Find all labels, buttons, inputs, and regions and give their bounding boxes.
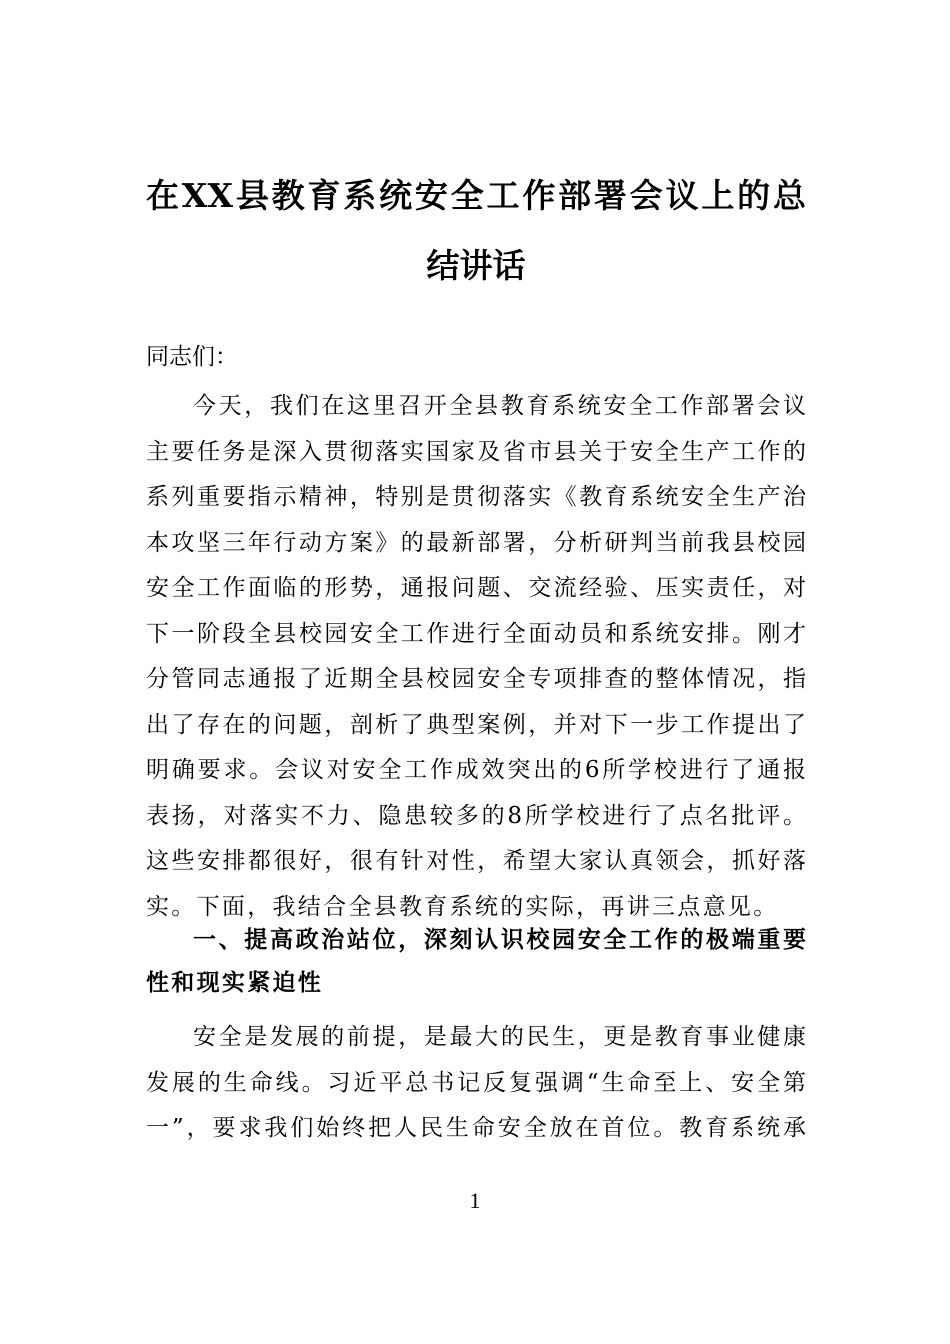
paragraph-line: 系列重要指示精神，特别是贯彻落实《教育系统安全生产治 <box>146 484 806 510</box>
document-title-line-2: 结讲话 <box>426 246 526 285</box>
salutation: 同志们： <box>146 344 238 370</box>
paragraph-line: 主要任务是深入贯彻落实国家及省市县关于安全生产工作的 <box>146 438 806 465</box>
paragraph-line: 今天，我们在这里召开全县教育系统安全工作部署会议 <box>193 393 806 419</box>
paragraph-line: 实。下面，我结合全县教育系统的实际，再讲三点意见。 <box>146 893 779 920</box>
paragraph-line: 这些安排都很好，很有针对性，希望大家认真领会，抓好落 <box>146 848 806 874</box>
document-title-line-1: 在XX县教育系统安全工作部署会议上的总 <box>146 176 806 215</box>
paragraph-line: 一”，要求我们始终把人民生命安全放在首位。教育系统承 <box>146 1115 806 1141</box>
page-number: 1 <box>469 1188 481 1213</box>
paragraph-line: 分管同志通报了近期全县校园安全专项排查的整体情况，指 <box>146 666 806 692</box>
paragraph-line: 出了存在的问题，剖析了典型案例，并对下一步工作提出了 <box>146 711 806 738</box>
paragraph-line: 表扬，对落实不力、隐患较多的8所学校进行了点名批评。 <box>146 802 806 829</box>
paragraph-line: 安全工作面临的形势，通报问题、交流经验、压实责任，对 <box>146 575 806 601</box>
paragraph-line: 安全是发展的前提，是最大的民生，更是教育事业健康 <box>193 1024 806 1050</box>
section-heading-line: 一、提高政治站位，深刻认识校园安全工作的极端重要 <box>193 927 806 953</box>
paragraph-line: 本攻坚三年行动方案》的最新部署，分析研判当前我县校园 <box>146 529 806 556</box>
section-heading-line: 性和现实紧迫性 <box>146 970 324 996</box>
paragraph-line: 明确要求。会议对安全工作成效突出的6所学校进行了通报 <box>146 757 806 783</box>
paragraph-line: 发展的生命线。习近平总书记反复强调“生命至上、安全第 <box>146 1070 806 1096</box>
paragraph-line: 下一阶段全县校园安全工作进行全面动员和系统安排。刚才 <box>146 620 806 647</box>
